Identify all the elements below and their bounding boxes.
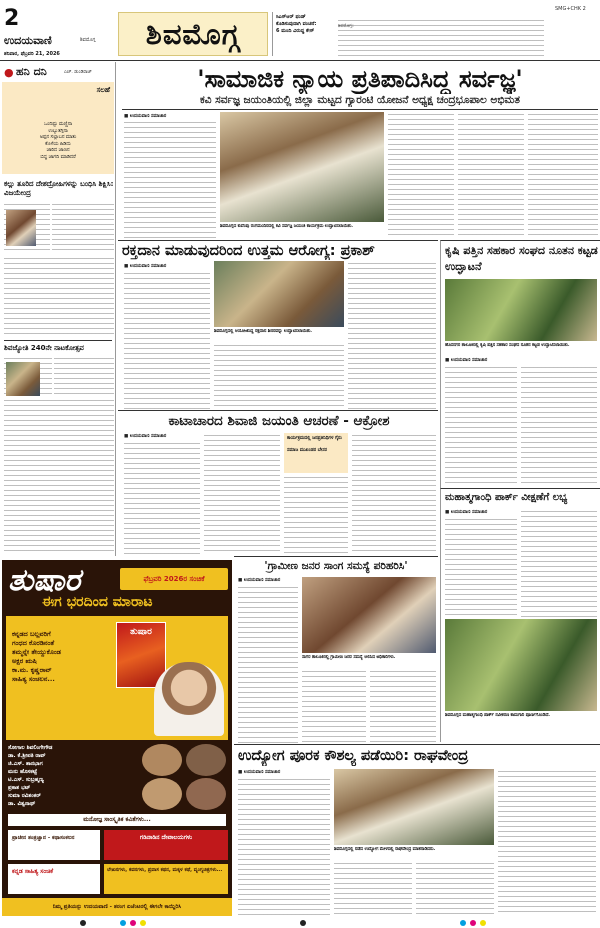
park-col-2 <box>521 509 597 617</box>
ad-thumb <box>186 744 226 776</box>
ad-footer: ನಿಮ್ಮ ಪ್ರತಿಯನ್ನು ಉದಯವಾಣಿ - ತರಂಗ ಏಜೆಂಟರಲ್ಲಿ ಈಗಲೇ ಕಾಯ್ದಿರಿಸಿ <box>2 898 232 916</box>
village-col-2 <box>302 669 366 743</box>
shivaji-col-1 <box>124 441 200 555</box>
park-byline: ■ ಉದಯವಾಣಿ ಸಮಾಚಾರ <box>445 510 488 515</box>
health-byline: ■ ಉದಯವಾಣಿ ಸಮಾಚಾರ <box>124 264 167 269</box>
hani-dani-box <box>2 64 114 80</box>
ad-contributor: ಮನು ಹೊಸಕಟ್ಟೆ <box>8 769 38 775</box>
brief-box-1 <box>272 12 336 56</box>
coop-headline: ಕೃಷಿ ಪತ್ತಿನ ಸಹಕಾರ ಸಂಘದ ನೂತನ ಕಟ್ಟಡ ಉದ್ಘಾಟನೆ <box>445 244 598 273</box>
ad-contributor: ಸುಮಾ ರವಿಶಂಕರ್ <box>8 793 41 799</box>
ad-promo-text <box>12 630 112 684</box>
shivaji-byline: ■ ಉದಯವಾಣಿ ಸಮಾಚಾರ <box>124 434 167 439</box>
skill-photo-caption: ಶಿವಮೊಗ್ಗದಲ್ಲಿ ನಡೆದ ಉದ್ಯೋಗ ಮೇಳದಲ್ಲಿ ರಾಘವೇಂದ್ರ ಮಾತನಾಡಿದರು. <box>334 847 436 852</box>
shivaji-callout-2: ಸಮಾಜ ಮುಖಂಡರ ಬೇಸರ <box>287 448 327 453</box>
ad-contributor: ಡಾ. ಕೆ.ಶ್ರೀಪತಿ ರಾವ್ <box>8 753 46 759</box>
park-photo-caption: ಶಿವಮೊಗ್ಗದ ಮಹಾತ್ಮಗಾಂಧಿ ಪಾರ್ಕ್ ನವೀಕರಣ ಕಾಮಗಾರಿ ಪೂರ್ಣಗೊಂಡಿದೆ. <box>445 713 551 718</box>
ad-thumb <box>142 744 182 776</box>
sidebar-story-1-body-b <box>52 202 114 254</box>
skill-col-2 <box>334 861 412 915</box>
ad-contributor: ಜಿ.ಎಸ್. ಶಾನಭಾಗ <box>8 761 43 767</box>
ad-contributor: ಪ್ರಕಾಶ ಭಟ್ <box>8 785 31 791</box>
main-story <box>118 62 600 240</box>
paper-logo: ಉದಯವಾಣಿ <box>4 34 52 47</box>
ad-section-banner: ಮನೋಜ್ಞ ಸಾಂಸ್ಕೃತಿಕ ಕವಿತೆಗಳು... <box>8 814 226 826</box>
main-col-1 <box>124 120 216 238</box>
sidebar-story-2-photo <box>6 362 40 396</box>
sidebar-story-2-body-b <box>54 356 114 396</box>
coop-photo <box>445 279 597 341</box>
shivaji-col-3 <box>284 475 348 555</box>
park-headline: ಮಹಾತ್ಮಗಾಂಧಿ ಪಾರ್ಕ್ ವೀಕ್ಷಣೆಗೆ ಲಭ್ಯ <box>445 492 568 503</box>
skill-photo <box>334 769 494 845</box>
printer-registration-marks <box>0 918 600 928</box>
registration-dot <box>80 920 86 926</box>
ad-magazine-logo: ತುಷಾರ <box>8 563 81 598</box>
health-col-3 <box>348 261 436 409</box>
village-photo <box>302 577 436 653</box>
shivaji-headline: ಕಾಟಾಚಾರದ ಶಿವಾಜಿ ಜಯಂತಿ ಆಚರಣೆ - ಆಕ್ರೋಶ <box>168 413 390 429</box>
ad-thumb <box>186 778 226 810</box>
ad-contributor: ಸೋಗಾಲ ಶಿವಲಿಂಗೇಗೌಡ <box>8 745 53 751</box>
main-col-3 <box>388 112 454 238</box>
heart-icon: ● <box>4 66 14 79</box>
poem-line: ಕೊಳೆಯ ಹಿಡಿದು <box>45 141 71 147</box>
ad-portrait <box>154 662 224 736</box>
coop-col-1 <box>445 365 517 487</box>
ad-promo-line: ಅಕ್ಷರ ಋಷಿ <box>12 657 37 665</box>
village-photo-caption: ಸಾಗರ ತಾಲೂಕಿನಲ್ಲಿ ಗ್ರಾಮೀಣ ಜನರ ಸಮಸ್ಯೆ ಆಲಿಸಿದ ಅಧಿಕಾರಿಗಳು. <box>302 655 396 660</box>
main-col-4 <box>458 112 524 238</box>
page-number: 2 <box>4 6 20 31</box>
ad-promo-line: ಗಂಧದ ಕೊರಡಿನಂತೆ <box>12 639 55 647</box>
village-story <box>234 556 438 744</box>
skill-col-1 <box>238 777 330 915</box>
main-subheadline: ಕವಿ ಸರ್ವಜ್ಞ ಜಯಂತಿಯಲ್ಲಿ ಜಿಲ್ಲಾ ಮಟ್ಟದ ಗ್ಯಾರಂಟಿ ಯೋಜನೆ ಅಧ್ಯಕ್ಷ ಚಂದ್ರಭೂಪಾಲ ಅಭಿಮತ <box>200 94 520 106</box>
ad-tagline: ಈಗ ಭರದಿಂದ ಮಾರಾಟ <box>42 594 153 610</box>
coop-byline: ■ ಉದಯವಾಣಿ ಸಮಾಚಾರ <box>445 358 488 363</box>
skill-story <box>234 744 600 916</box>
village-byline: ■ ಉದಯವಾಣಿ ಸಮಾಚಾರ <box>238 578 281 583</box>
village-headline: 'ಗ್ರಾಮೀಣ ಜನರ ಸಾಂಗ ಸಮಸ್ಯೆ ಪರಿಹರಿಸಿ' <box>264 560 408 572</box>
health-col-2 <box>214 343 344 409</box>
park-col-1 <box>445 517 517 617</box>
registration-dot <box>130 920 136 926</box>
poem-line: ಉಬ್ಬುತಗ್ಗಿನಾ <box>48 128 68 134</box>
poem-line: ಬಿದ್ದ ಜಾಗದಿ ಮಾಡಿದರೆ <box>40 154 76 160</box>
shivaji-callout-box <box>284 433 348 473</box>
skill-headline: ಉದ್ಯೋಗ ಪೂರಕ ಕೌಶಲ್ಯ ಪಡೆಯಿರಿ: ರಾಘವೇಂದ್ರ <box>238 748 469 764</box>
main-headline: 'ಸಾಮಾಜಿಕ ನ್ಯಾಯ ಪ್ರತಿಪಾದಿಸಿದ್ದ ಸರ್ವಜ್ಞ' <box>197 65 523 93</box>
coop-photo-caption: ಹೊಸನಗರ ತಾಲೂಕಿನಲ್ಲಿ ಕೃಷಿ ಪತ್ತಿನ ಸಹಕಾರ ಸಂಘದ ನೂತನ ಕಟ್ಟಡ ಉದ್ಘಾಟಿಸಲಾಯಿತು. <box>445 343 570 348</box>
sidebar-story-1-photo <box>6 210 36 246</box>
ad-promo-line: ಸಾಹಿತ್ಯ ಸಂಚಲನ... <box>12 675 55 683</box>
ad-contributor: ಡಾ. ವಿಶ್ವನಾಥ್ <box>8 801 36 807</box>
park-photo <box>445 619 597 711</box>
ad-box-2: ಗಡಿನಾಡಿನ ದೇವಾಲಯಗಳು <box>104 830 228 860</box>
ad-promo-box <box>6 616 228 740</box>
brief-2-body <box>338 18 544 56</box>
sidebar-story-2-headline: ಶಿವಜ್ಯೋತಿ 240ನೇ ನಾಟಕೋತ್ಸವ <box>4 344 84 352</box>
skill-col-3 <box>416 861 494 915</box>
ad-box-3: ಕನ್ನಡ ಸಾಹಿತ್ಯ ಸಂಚಿಕೆ <box>8 864 100 894</box>
edition-label: ಶಿವಮೊಗ್ಗ <box>80 37 96 43</box>
ad-box-1: ಪ್ರಾಚೀನ ತಂತ್ರಜ್ಞಾನ - ಕಥಾಸಂಕಲನ <box>8 830 100 860</box>
hani-dani-logo: ಹನಿ ದನಿ <box>16 65 47 78</box>
main-byline: ■ ಉದಯವಾಣಿ ಸಮಾಚಾರ <box>124 114 167 119</box>
ad-cover-title: ತುಷಾರ <box>130 627 152 637</box>
issue-date: ಶನಿವಾರ, ಫೆಬ್ರವರಿ 21, 2026 <box>4 51 60 57</box>
poem-title: ಸಲಹೆ <box>96 86 110 94</box>
section-title-box <box>118 12 268 56</box>
tushara-ad <box>2 560 232 916</box>
masthead-rule <box>0 60 600 61</box>
registration-dot <box>470 920 476 926</box>
sidebar-story-1-headline: ಕಲ್ಲು ತೂರಿದ ದೇಶದ್ರೋಹಿಗಳನ್ನು ಬಂಧಿಸಿ ಶಿಕ್ಷಿಸಿ: ವಿಜಯೇಂದ್ರ <box>4 180 114 197</box>
skill-byline: ■ ಉದಯವಾಣಿ ಸಮಾಚಾರ <box>238 770 281 775</box>
poem-box <box>2 82 114 174</box>
ad-promo-line: ತಮ್ಮನ್ನೇ ತೇಯ್ದುಕೊಂಡ <box>12 648 61 656</box>
health-headline: ರಕ್ತದಾನ ಮಾಡುವುದರಿಂದ ಉತ್ತಮ ಆರೋಗ್ಯ: ಪ್ರಕಾಶ್ <box>122 243 375 259</box>
village-col-1 <box>238 585 298 743</box>
health-photo <box>214 261 344 327</box>
sidebar-divider <box>4 340 112 341</box>
registration-dot <box>300 920 306 926</box>
poem-line: ಒಂದಿಷ್ಟು ಮಣ್ಣಿನಾ <box>43 122 73 127</box>
ad-contributor: ಟಿ.ಎಸ್. ಸುಬ್ರಹ್ಮಣ್ಯ <box>8 777 44 783</box>
ad-contributors <box>8 744 140 808</box>
ad-promo-line: ಕನ್ನಡದ ಬಲ್ಲವರಿಗೆ <box>12 630 51 638</box>
brief-headline-1: ಸಿಎಸ್‌ಆರ್ ಫಂಡ್ ಕೊಡಿಸುವುದಾಗಿ ವಂಚನೆ: 6 ಮಂದಿ ವಿರುದ್ಧ ಕೇಸ್ <box>276 14 317 34</box>
ad-box-4: ಲೇಖನಗಳು, ಕವನಗಳು, ಪ್ರವಾಸ ಕಥನ, ಮಕ್ಕಳ ಕಥೆ, ವ್ಯಂಗ್ಯಚಿತ್ರಗಳು... <box>104 864 228 894</box>
poem-body <box>2 122 114 161</box>
main-photo <box>220 112 384 222</box>
shivaji-story <box>118 410 438 556</box>
main-rule <box>122 109 598 110</box>
left-sidebar <box>0 62 116 556</box>
registration-dot <box>140 920 146 926</box>
health-col-1 <box>124 271 210 409</box>
registration-dot <box>480 920 486 926</box>
main-photo-caption: ಶಿವಮೊಗ್ಗದ ಕುವೆಂಪು ರಂಗಮಂದಿರದಲ್ಲಿ ಕವಿ ಸರ್ವಜ್ಞ ಜಯಂತಿ ಕಾರ್ಯಕ್ರಮ ಉದ್ಘಾಟಿಸಲಾಯಿತು. <box>220 224 353 229</box>
sidebar-story-2-body-c <box>4 398 114 552</box>
health-photo-caption: ಶಿವಮೊಗ್ಗದಲ್ಲಿ ಆಯೋಜಿಸಿದ್ದ ರಕ್ತದಾನ ಶಿಬಿರವನ್ನು ಉದ್ಘಾಟಿಸಲಾಯಿತು. <box>214 329 313 334</box>
registration-dot <box>460 920 466 926</box>
hani-dani-author: ಎಚ್. ಡುಂಡಿರಾಜ್ <box>64 70 92 75</box>
sidebar-story-1-body-c <box>4 256 114 338</box>
ad-thumb <box>142 778 182 810</box>
section-title: ಶಿವಮೊಗ್ಗ <box>145 17 241 51</box>
health-story <box>118 240 438 410</box>
shivaji-col-2 <box>204 433 280 555</box>
masthead <box>0 0 600 62</box>
skill-col-4 <box>498 769 596 915</box>
main-col-5 <box>528 112 598 238</box>
village-col-3 <box>370 669 436 743</box>
coop-story <box>440 240 600 488</box>
park-story <box>440 488 600 742</box>
poem-line: ಜಾರಿದ ಜಾಣನ <box>46 148 70 153</box>
ad-issue-badge: ಫೆಬ್ರವರಿ 2026ರ ಸಂಚಿಕೆ <box>120 568 228 590</box>
brief-box-2 <box>338 12 544 56</box>
registration-dot <box>120 920 126 926</box>
page-code: SMG+CHK 2 <box>555 6 586 12</box>
ad-promo-line: ಕಾ.ಮ. ಕೃಷ್ಣರಾವ್ <box>12 666 52 674</box>
coop-col-2 <box>521 365 597 487</box>
shivaji-col-4 <box>352 433 436 555</box>
poem-line: ಅಪ್ಪನ ಸಲ್ಲಾಬನ ಮಾತು <box>39 135 77 140</box>
shivaji-callout-1: ಕಾರ್ಯಕ್ರಮದಲ್ಲಿ ಜನಪ್ರತಿನಿಧಿಗಳ ಗೈರು <box>287 436 342 441</box>
ad-photo-grid <box>142 744 228 810</box>
